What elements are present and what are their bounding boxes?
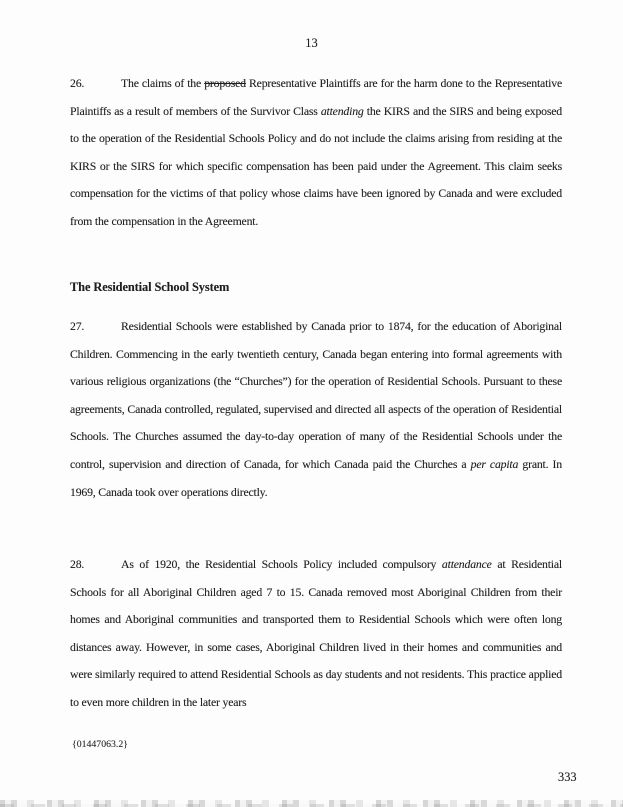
paragraph-27 (70, 313, 562, 506)
section-heading: The Residential School System (70, 280, 230, 294)
paragraph-27-number: 27. (70, 319, 85, 333)
paragraph-28-number: 28. (70, 557, 85, 571)
footer-document-id: {01447063.2} (72, 739, 128, 750)
paragraph-27-text: Residential Schools were established by Canada prior to 1874, for the education of Aboriginal Children. Commencing in the early twentieth century, Canada began entering into formal agreements with various religious organizations (the “Churches”) for the operation of Residential Schools. Pursuant to these agreements, Canada controlled, regulated, supervised and directed all aspects of the operation of Residential Schools. The Churches assumed the day-to-day operation of many of the Residential Schools under the control, supervision and direction of Canada, for which Canada paid the Churches a per capita grant. In 1969, Canada took over operations directly. (70, 319, 562, 499)
paragraph-26 (70, 70, 562, 236)
page-number-header: 13 (305, 36, 318, 50)
paragraph-28-text: As of 1920, the Residential Schools Policy included compulsory attendance at Residential Schools for all Aboriginal Children aged 7 to 15. Canada removed most Aboriginal Children from their homes and Aboriginal communities and transported them to Residential Schools which were often long distances away. However, in some cases, Aboriginal Children lived in their homes and communities and were similarly required to attend Residential Schools as day students and not residents. This practice applied to even more children in the later years (70, 557, 562, 709)
paragraph-26-text: The claims of the proposed Representative Plaintiffs are for the harm done to the Representative Plaintiffs as a result of members of the Survivor Class attending the KIRS and the SIRS and being exposed to the operation of the Residential Schools Policy and do not include the claims arising from residing at the KIRS or the SIRS for which specific compensation has been paid under the Agreement. This claim seeks compensation for the victims of that policy whose claims have been ignored by Canada and were excluded from the compensation in the Agreement. (70, 76, 562, 228)
paragraph-26-number: 26. (70, 76, 85, 90)
footer-page-number: 333 (558, 770, 577, 784)
scan-artifact-band (0, 800, 623, 807)
paragraph-28 (70, 551, 562, 717)
